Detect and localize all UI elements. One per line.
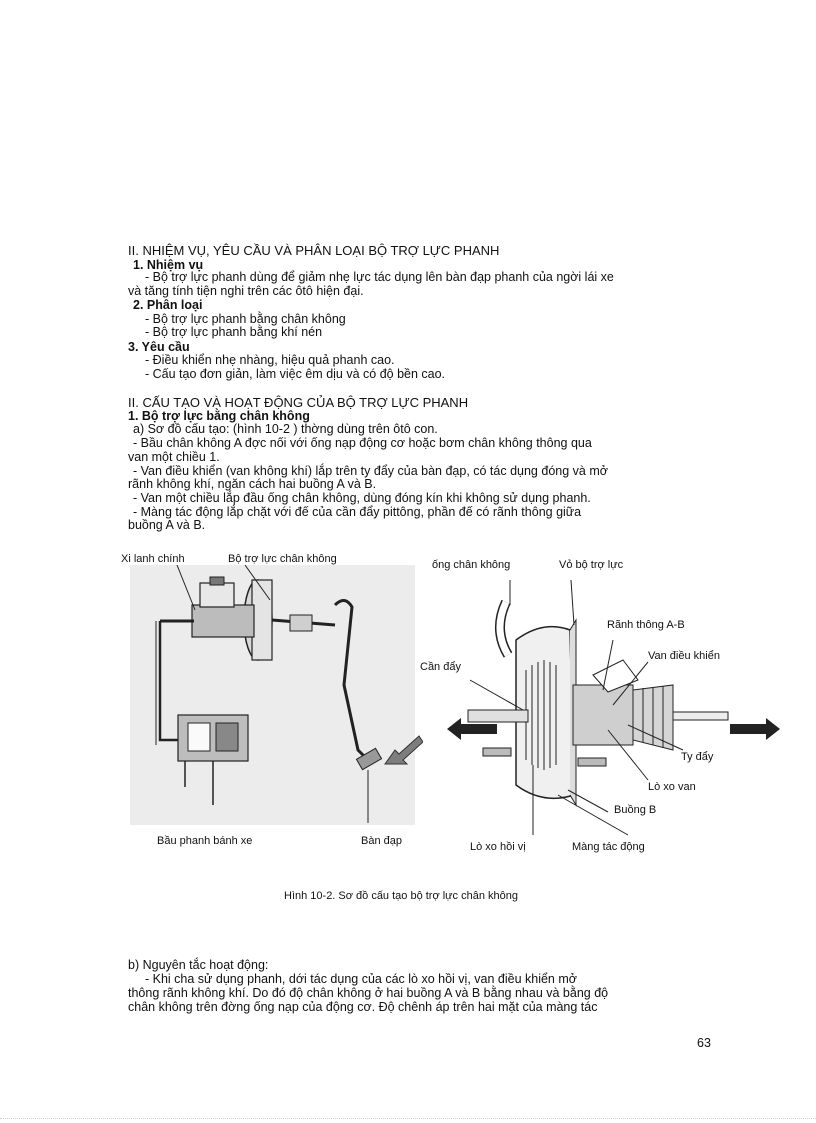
label-can-day: Cần đẩy xyxy=(420,661,461,673)
label-buong-b: Buồng B xyxy=(614,804,657,816)
label-dau-phanh: Bầu phanh bánh xe xyxy=(157,835,253,847)
force-arrow-icon xyxy=(383,734,423,770)
label-ban-dap: Bàn đạp xyxy=(361,835,402,847)
paragraph-line: - Van điều khiển (van không khí) lắp trên ty đẩy của bàn đạp, có tác dụng đóng và mở xyxy=(133,464,608,478)
list-item: - Bộ trợ lực phanh bằng khí nén xyxy=(145,325,323,339)
subsection-title: 1. Bộ trợ lực bằng chân không xyxy=(128,409,310,423)
paragraph-line: thông rãnh không khí. Do đó độ chân không ở hai buồng A và B bằng nhau và bằng độ xyxy=(128,986,609,1000)
label-mang-tac-dong: Màng tác động xyxy=(572,841,645,853)
right-arrow-icon xyxy=(730,718,780,740)
list-item: - Điều khiển nhẹ nhàng, hiệu quả phanh cao. xyxy=(145,353,395,367)
paragraph-line: - Bầu chân không A đợc nối với ống nạp động cơ hoặc bơm chân không thông qua xyxy=(133,436,592,450)
paragraph-line: rãnh không khí, ngăn cách hai buồng A và B. xyxy=(128,477,377,491)
left-arrow-icon xyxy=(447,718,499,740)
label-lo-xo-hoi-vi: Lò xo hồi vị xyxy=(470,841,526,853)
page-number: 63 xyxy=(697,1036,711,1050)
label-bo-tro-luc: Bộ trợ lực chân không xyxy=(228,553,337,565)
list-item: - Bộ trợ lực phanh bằng chân không xyxy=(145,312,346,326)
paragraph-line: van một chiều 1. xyxy=(128,450,220,464)
figure-caption: Hình 10-2. Sơ đồ cấu tạo bộ trợ lực chân không xyxy=(284,890,518,902)
subsection-title: 3. Yêu cầu xyxy=(128,340,190,354)
paragraph-line: chân không trên đờng ống nạp của động cơ. Độ chênh áp trên hai mặt của màng tác xyxy=(128,1000,598,1014)
label-ranh-thong: Rãnh thông A-B xyxy=(607,619,685,631)
subsection-title: 2. Phân loại xyxy=(133,298,203,312)
paragraph-line: và tăng tính tiện nghi trên các ôtô hiện đại. xyxy=(128,284,364,298)
paragraph-line: - Van một chiều lắp đầu ống chân không, dùng đóng kín khi không sử dụng phanh. xyxy=(133,491,591,505)
paragraph-line: - Màng tác động lắp chặt với đế của cần đẩy pittông, phần đế có rãnh thông giữa xyxy=(133,505,582,519)
label-ty-day: Ty đẩy xyxy=(681,751,714,763)
label-ong-chan-khong: ống chân không xyxy=(432,559,511,571)
subsection-title: b) Nguyên tắc hoạt động: xyxy=(128,958,269,972)
brake-system-diagram xyxy=(130,565,415,825)
label-xilanh: Xi lanh chính xyxy=(121,553,185,565)
booster-cross-section xyxy=(448,580,748,840)
paragraph-line: - Bộ trợ lực phanh dùng để giảm nhẹ lực tác dụng lên bàn đạp phanh của ngời lái xe xyxy=(145,270,614,284)
subsection-title: 1. Nhiệm vụ xyxy=(133,258,204,272)
label-lo-xo-van: Lò xo van xyxy=(648,781,696,793)
page-bottom-divider xyxy=(0,1118,816,1119)
paragraph-line: - Khi cha sử dụng phanh, dới tác dụng của các lò xo hồi vị, van điều khiển mở xyxy=(145,972,577,986)
section-title: II. NHIỆM VỤ, YÊU CẦU VÀ PHÂN LOẠI BỘ TRỢ LỰC PHANH xyxy=(128,243,500,258)
label-vo-bo-tro-luc: Vỏ bộ trợ lực xyxy=(559,559,624,571)
paragraph-line: buồng A và B. xyxy=(128,518,206,532)
paragraph-line: a) Sơ đồ cấu tạo: (hình 10-2 ) thờng dùng trên ôtô con. xyxy=(133,422,438,436)
list-item: - Cấu tạo đơn giản, làm việc êm dịu và có độ bền cao. xyxy=(145,367,446,381)
label-van-dieu-khien: Van điều khiển xyxy=(648,650,720,662)
section-title: II. CẤU TẠO VÀ HOẠT ĐỘNG CỦA BỘ TRỢ LỰC PHANH xyxy=(128,395,469,410)
